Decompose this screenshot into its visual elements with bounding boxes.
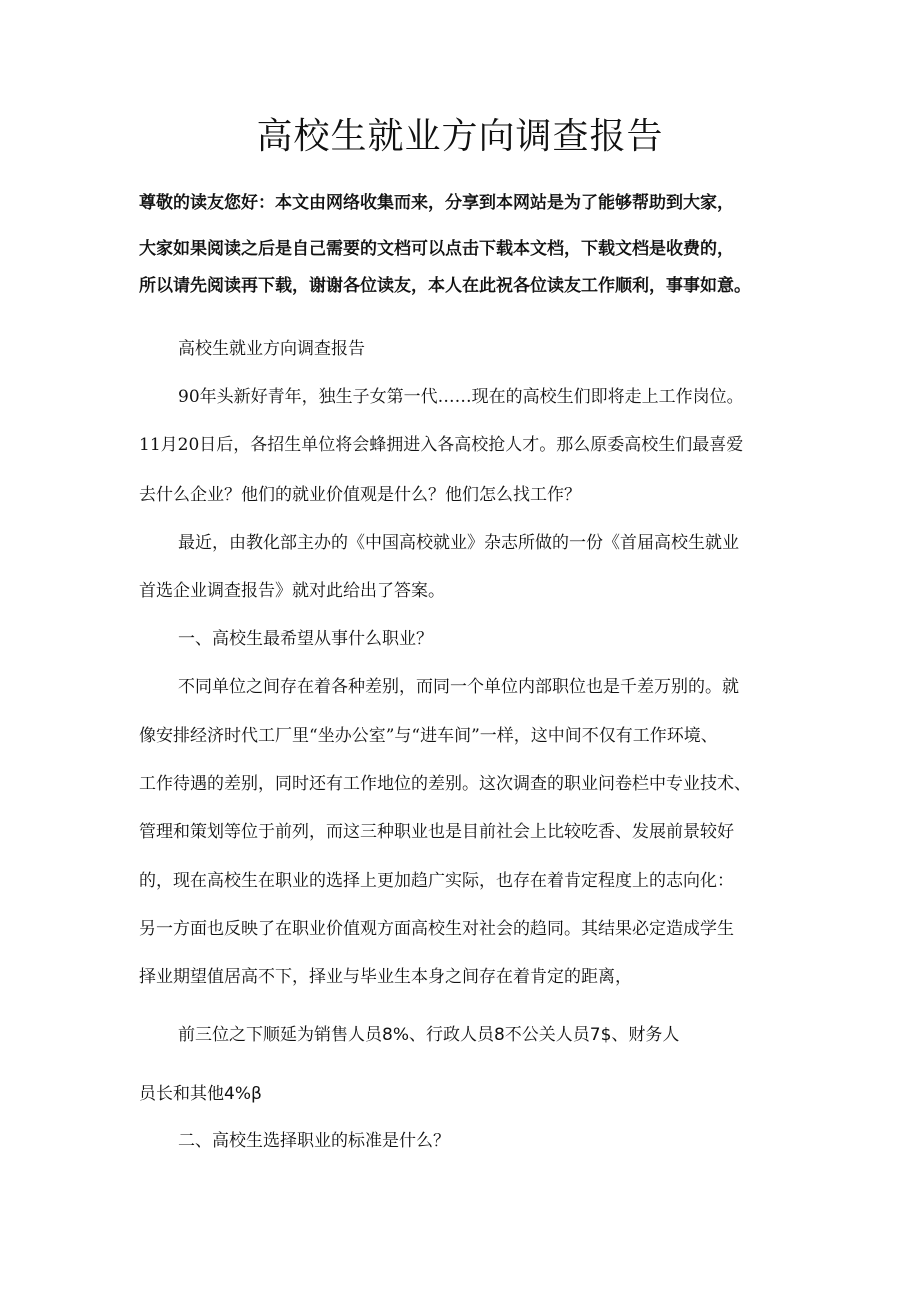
para3-line-4: 管理和策划等位于前列，而这三种职业也是目前社会上比较吃香、发展前景较好 <box>139 822 734 842</box>
section-heading-1: 一、高校生最希望从事什么职业？ <box>178 629 433 649</box>
notice-line-2: 大家如果阅读之后是自己需要的文档可以点击下载本文档，下载文档是收费的， <box>139 239 734 259</box>
para1-line-2: 11月20日后，各招生单位将会蜂拥进入各高校抢人才。那么原委高校生们最喜爱 <box>139 435 744 455</box>
para3-line-7: 择业期望值居高不下，择业与毕业生本身之间存在着肯定的距离， <box>139 967 632 987</box>
para3-line-3: 工作待遇的差别，同时还有工作地位的差别。这次调查的职业问卷栏中专业技术、 <box>139 774 751 794</box>
notice-line-1: 尊敬的读友您好：本文由网络收集而来，分享到本网站是为了能够帮助到大家， <box>139 193 734 213</box>
para1-line-1: 90年头新好青年，独生子女第一代……现在的高校生们即将走上工作岗位。 <box>178 387 744 407</box>
subtitle: 高校生就业方向调查报告 <box>178 339 365 359</box>
section-heading-2: 二、高校生选择职业的标准是什么？ <box>178 1131 450 1151</box>
para3-line-5: 的，现在高校生在职业的选择上更加趋广实际，也存在着肯定程度上的志向化： <box>139 871 734 891</box>
para3-line-1: 不同单位之间存在着各种差别，而同一个单位内部职位也是千差万别的。就 <box>178 677 739 697</box>
notice-line-3: 所以请先阅读再下载，谢谢各位读友，本人在此祝各位读友工作顺利，事事如意。 <box>139 276 751 296</box>
para1-line-3: 去什么企业？他们的就业价值观是什么？他们怎么找工作？ <box>139 485 581 505</box>
para4-line-2: 员长和其他4%β <box>139 1084 262 1104</box>
para3-line-2: 像安排经济时代工厂里“坐办公室”与“进车间”一样，这中间不仅有工作环境、 <box>139 726 718 746</box>
para3-line-6: 另一方面也反映了在职业价值观方面高校生对社会的趋同。其结果必定造成学生 <box>139 919 734 939</box>
document-title: 高校生就业方向调查报告 <box>256 116 664 157</box>
para4-line-1: 前三位之下顺延为销售人员8%、行政人员8不公关人员7$、财务人 <box>178 1025 680 1045</box>
para2-line-2: 首选企业调查报告》就对此给出了答案。 <box>139 581 445 601</box>
para2-line-1: 最近，由教化部主办的《中国高校就业》杂志所做的一份《首届高校生就业 <box>178 533 739 553</box>
